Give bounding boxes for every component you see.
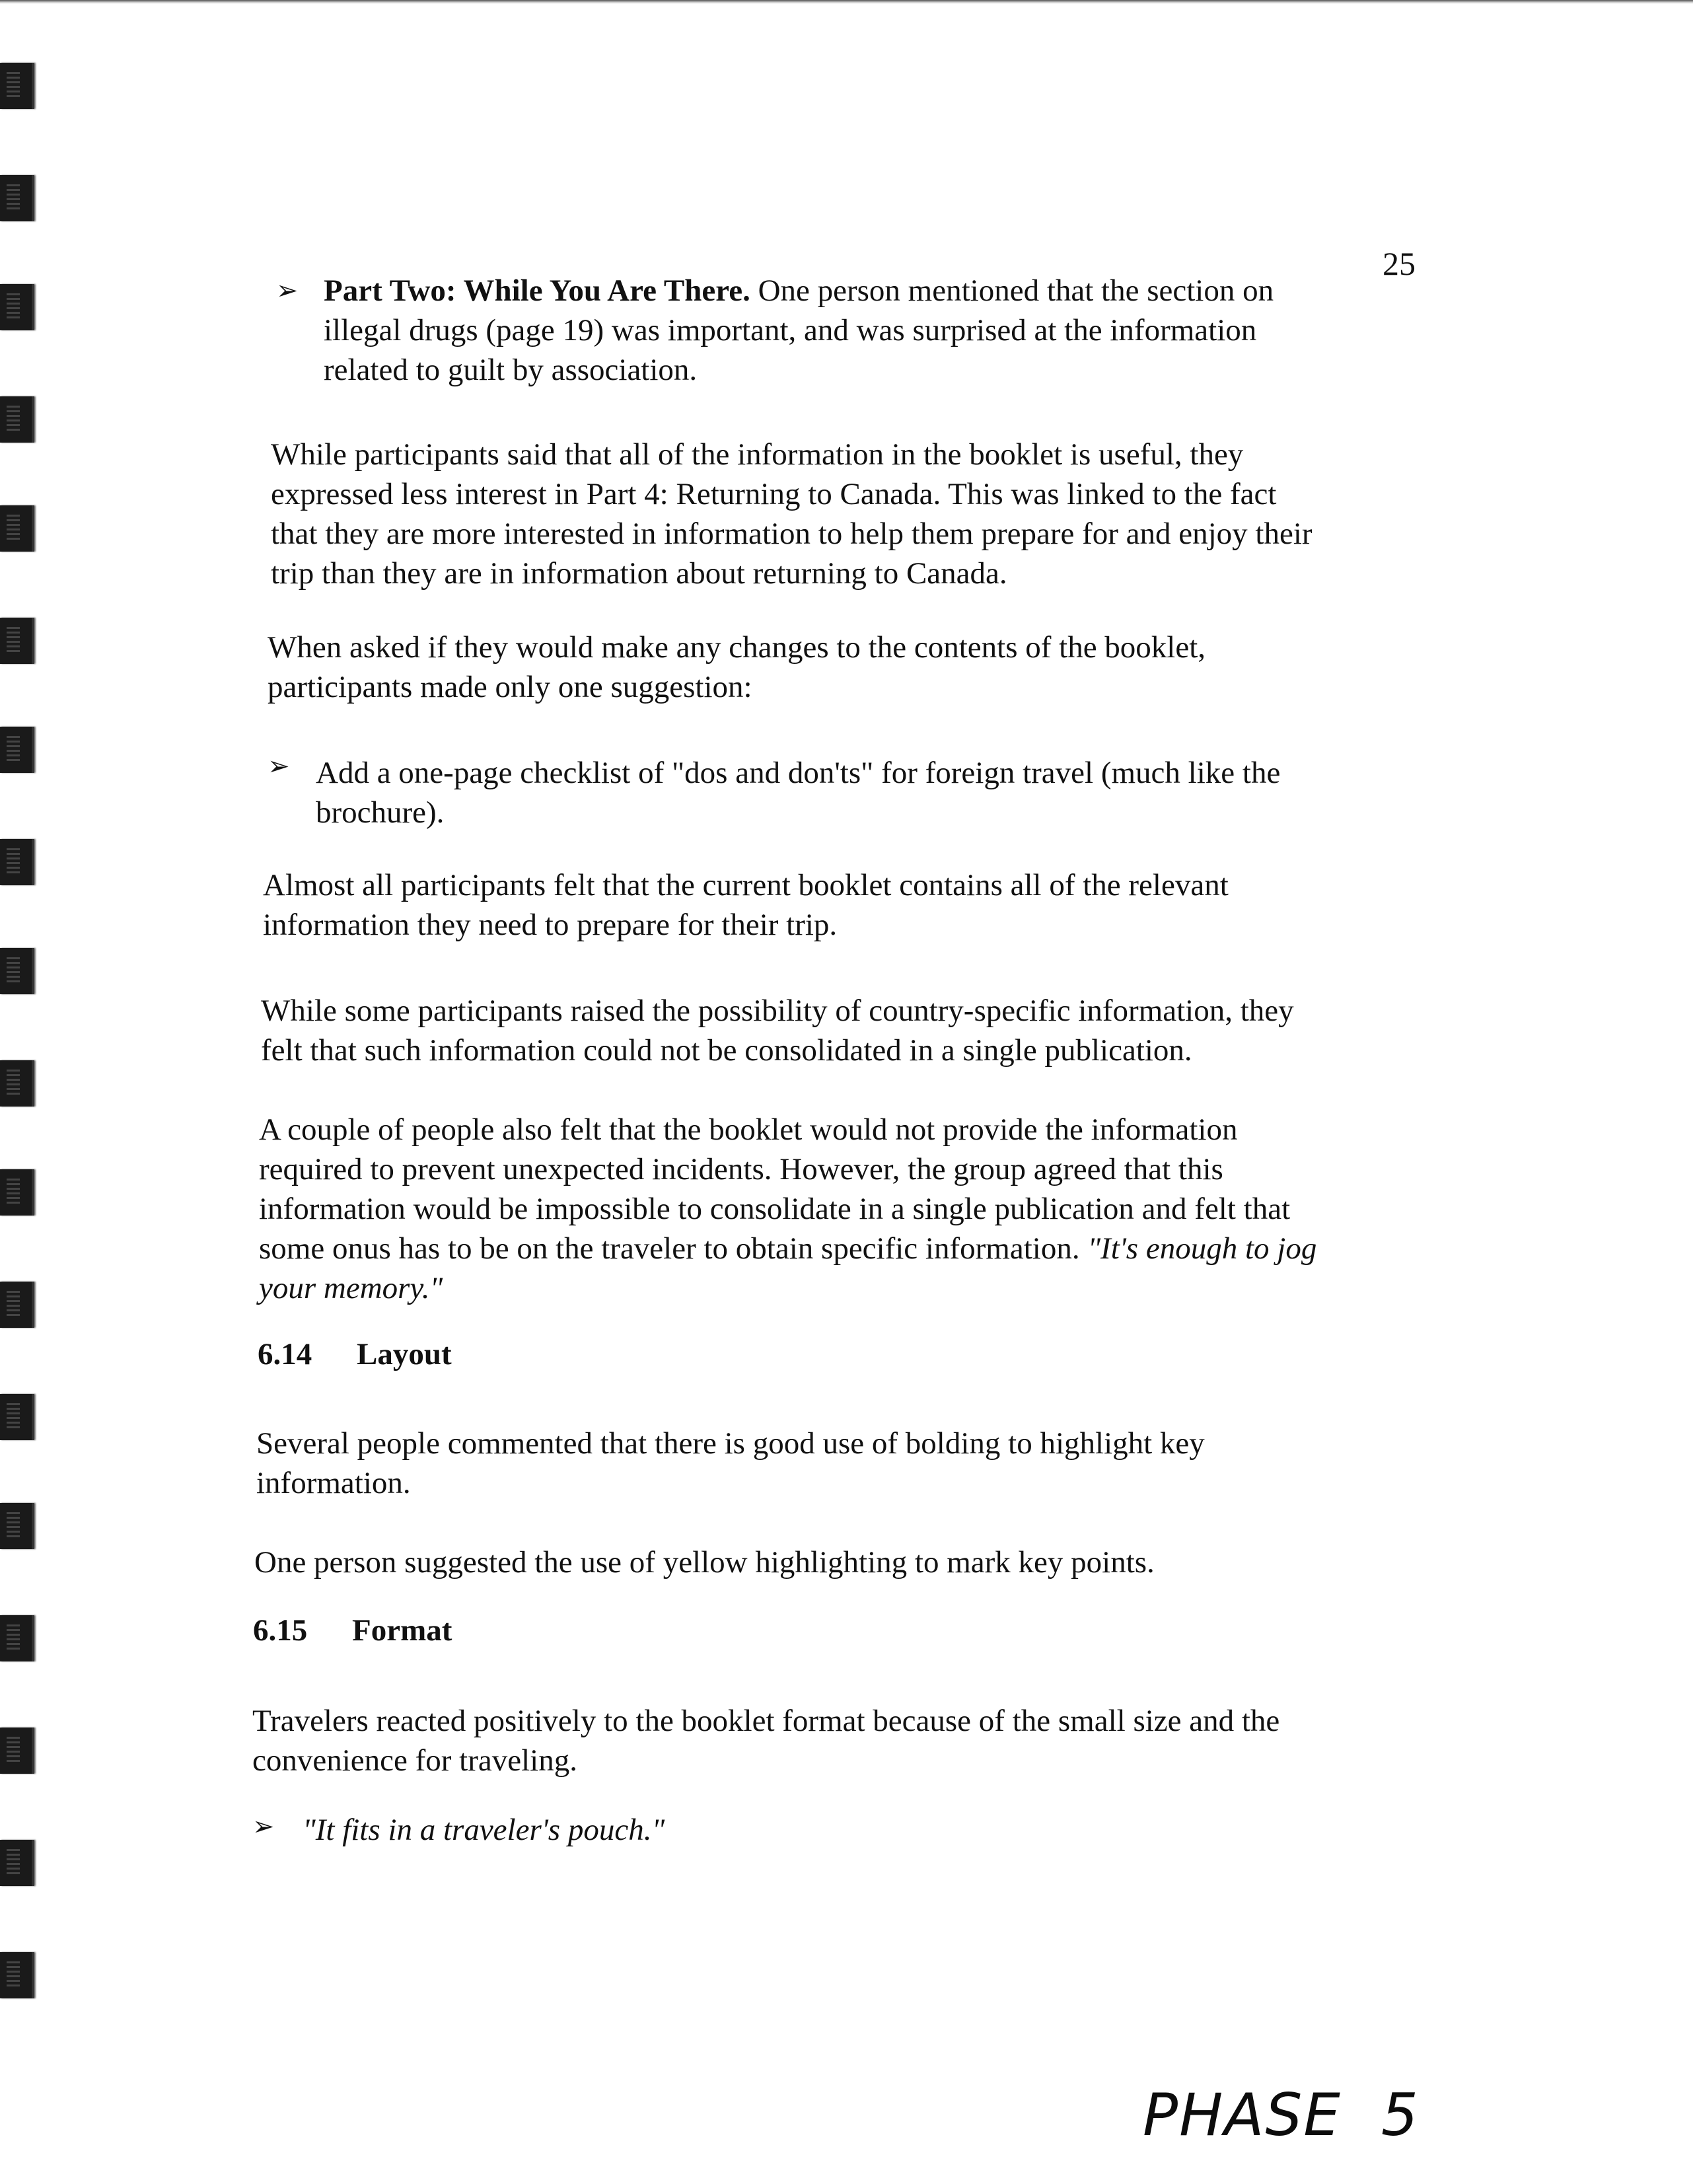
- binding-mark: [0, 1282, 34, 1328]
- binding-mark: [0, 1060, 34, 1107]
- paragraph-line: While some participants raised the possibility of country-specific information, they: [261, 994, 1294, 1028]
- bullet-text: Add a one-page checklist of "dos and don'ts" for foreign travel (much like the: [316, 756, 1281, 790]
- binding-mark: [0, 727, 34, 773]
- binding-mark: [0, 1952, 34, 1998]
- binding-mark: [0, 1615, 34, 1661]
- bullet-lead: Part Two: While You Are There.: [324, 273, 750, 308]
- paragraph-line: expressed less interest in Part 4: Returning to Canada. This was linked to the fact: [271, 477, 1277, 511]
- inline-quote: "It's enough to jog: [1087, 1231, 1317, 1266]
- paragraph-line: Several people commented that there is good use of bolding to highlight key: [256, 1426, 1205, 1461]
- bullet-suggestion: [316, 753, 1280, 832]
- section-title: Format: [352, 1613, 452, 1648]
- inline-quote: your memory.": [259, 1271, 443, 1305]
- bullet-text: brochure).: [316, 795, 445, 830]
- binding-mark: [0, 284, 34, 330]
- paragraph-line: Almost all participants felt that the current booklet contains all of the relevant: [263, 868, 1229, 902]
- paragraph: [254, 1543, 1155, 1582]
- phase-footer: PHASE 5: [1143, 2081, 1420, 2149]
- paragraph-line: some onus has to be on the traveler to obtain specific information.: [259, 1231, 1088, 1266]
- paragraph-line: information they need to prepare for their trip.: [263, 908, 838, 942]
- section-title: Layout: [357, 1337, 452, 1371]
- paragraph-line: information.: [256, 1466, 411, 1500]
- section-number: 6.15: [253, 1613, 308, 1648]
- bullet-text: "It fits in a traveler's pouch.": [303, 1813, 665, 1847]
- binding-mark: [0, 1503, 34, 1549]
- paragraph-line: A couple of people also felt that the booklet would not provide the information: [259, 1112, 1238, 1147]
- binding-mark: [0, 396, 34, 443]
- paragraph-line: Travelers reacted positively to the booklet format because of the small size and the: [252, 1704, 1280, 1738]
- binding-mark: [0, 1840, 34, 1886]
- paragraph-line: trip than they are in information about returning to Canada.: [271, 556, 1007, 591]
- section-heading-layout: [258, 1334, 452, 1374]
- binding-mark: [0, 948, 34, 994]
- bullet-arrow-icon: ➢: [252, 1811, 275, 1842]
- bullet-quote: [303, 1810, 665, 1850]
- bullet-text: illegal drugs (page 19) was important, and was surprised at the information: [324, 313, 1257, 347]
- bullet-text: One person mentioned that the section on: [750, 273, 1274, 308]
- bullet-arrow-icon: ➢: [268, 751, 290, 782]
- bullet-part-two: [324, 271, 1274, 390]
- binding-mark: [0, 505, 34, 552]
- paragraph-line: information would be impossible to consolidate in a single publication and felt that: [259, 1192, 1291, 1226]
- bullet-arrow-icon: ➢: [276, 275, 299, 306]
- paragraph: [261, 991, 1294, 1070]
- paragraph: [271, 435, 1313, 593]
- paragraph-line: required to prevent unexpected incidents. However, the group agreed that this: [259, 1152, 1223, 1186]
- paragraph-line: felt that such information could not be consolidated in a single publication.: [261, 1033, 1192, 1068]
- page-number: 25: [1383, 245, 1416, 282]
- binding-mark: [0, 175, 34, 221]
- scan-top-edge: [0, 0, 1693, 4]
- binding-mark: [0, 618, 34, 664]
- paragraph-line: When asked if they would make any changes to the contents of the booklet,: [268, 630, 1206, 665]
- section-heading-format: [253, 1611, 452, 1650]
- paragraph: [252, 1701, 1279, 1780]
- paragraph: [263, 865, 1229, 945]
- section-number: 6.14: [258, 1337, 312, 1371]
- binding-mark: [0, 1728, 34, 1774]
- paragraph: [268, 628, 1206, 707]
- paragraph: [259, 1110, 1316, 1308]
- paragraph-line: While participants said that all of the information in the booklet is useful, they: [271, 437, 1244, 472]
- binding-mark: [0, 63, 34, 109]
- binding-mark: [0, 1394, 34, 1440]
- paragraph-line: participants made only one suggestion:: [268, 670, 752, 704]
- paragraph-line: One person suggested the use of yellow highlighting to mark key points.: [254, 1545, 1155, 1580]
- binding-mark: [0, 1169, 34, 1216]
- paragraph-line: convenience for traveling.: [252, 1743, 577, 1778]
- bullet-text: related to guilt by association.: [324, 353, 698, 387]
- binding-mark: [0, 839, 34, 885]
- paragraph: [256, 1424, 1205, 1503]
- paragraph-line: that they are more interested in information to help them prepare for and enjoy their: [271, 517, 1313, 551]
